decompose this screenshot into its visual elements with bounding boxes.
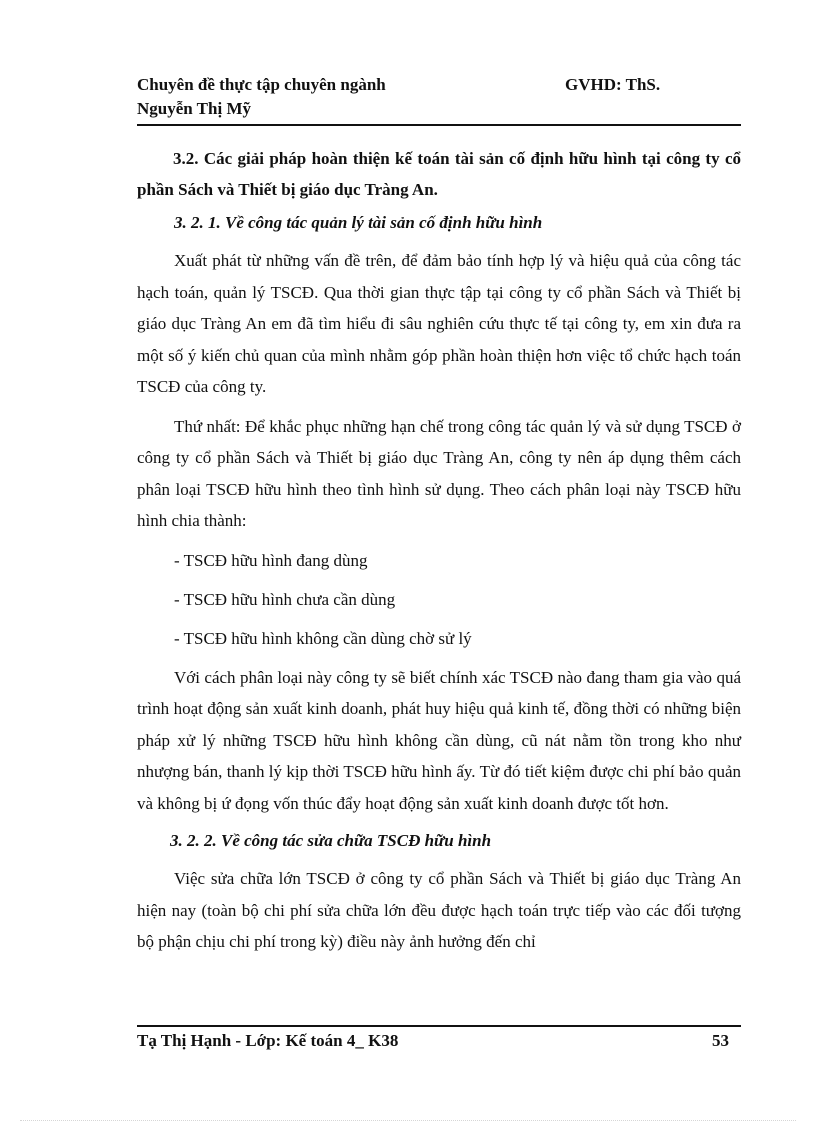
list-item: - TSCĐ hữu hình không cần dùng chờ sử lý (174, 628, 472, 648)
footer-author: Tạ Thị Hạnh - Lớp: Kế toán 4_ K38 (137, 1031, 399, 1050)
page-content (137, 143, 741, 966)
page-footer (137, 1029, 741, 1053)
header-title: Chuyên đề thực tập chuyên ngành (137, 75, 386, 94)
paragraph: Việc sửa chữa lớn TSCĐ ở công ty cổ phần Sách và Thiết bị giáo dục Tràng An hiện nay (toàn bộ chi phí sửa chữa lớn đều được hạch toán trực tiếp vào các đối tượng bộ phận chịu chi phí trong kỳ) điều này ảnh hưởng đến chỉ (137, 869, 741, 951)
paragraph: Thứ nhất: Để khắc phục những hạn chế trong công tác quản lý và sử dụng TSCĐ ở công ty cổ phần Sách và Thiết bị giáo dục Tràng An, công ty nên áp dụng thêm cách phân loại TSCĐ hữu hình theo tình hình sử dụng. Theo cách phân loại này TSCĐ hữu hình chia thành: (137, 416, 741, 530)
header-supervisor-label: GVHD: ThS. (565, 75, 661, 94)
section-title: 3.2. Các giải pháp hoàn thiện kế toán tài sản cố định hữu hình tại công ty cổ phần Sách và Thiết bị giáo dục Tràng An. (137, 149, 741, 199)
paragraph: Với cách phân loại này công ty sẽ biết chính xác TSCĐ nào đang tham gia vào quá trình hoạt động sản xuất kinh doanh, phát huy hiệu quả kinh tế, đồng thời có những biện pháp xử lý những TSCĐ hữu hình không cần dùng, cũ nát nằm tồn trong kho như nhượng bán, thanh lý kịp thời TSCĐ hữu hình ấy. Từ đó tiết kiệm được chi phí bảo quản và không bị ứ đọng vốn thúc đẩy hoạt động sản xuất kinh doanh được tốt hơn. (137, 667, 741, 813)
subsection-1-title: 3. 2. 1. Về công tác quản lý tài sản cố định hữu hình (174, 213, 543, 232)
header-supervisor-name: Nguyễn Thị Mỹ (137, 99, 251, 118)
list-item: - TSCĐ hữu hình đang dùng (174, 550, 368, 570)
header-divider (137, 124, 741, 126)
subsection-2-title: 3. 2. 2. Về công tác sửa chữa TSCĐ hữu hình (170, 831, 492, 850)
page-header (137, 73, 741, 121)
page-number: 53 (712, 1031, 729, 1050)
footer-divider (137, 1025, 741, 1027)
list-item: - TSCĐ hữu hình chưa cần dùng (174, 589, 396, 609)
page-edge-divider (20, 1120, 796, 1121)
header-row (137, 73, 741, 97)
paragraph: Xuất phát từ những vấn đề trên, để đảm bảo tính hợp lý và hiệu quả của công tác hạch toán, quản lý TSCĐ. Qua thời gian thực tập tại công ty cổ phần Sách và Thiết bị giáo dục Tràng An em đã tìm hiểu đi sâu nghiên cứu thực tế tại công ty, em xin đưa ra một số ý kiến chủ quan của mình nhằm góp phần hoàn thiện hơn việc tổ chức hạch toán TSCĐ của công ty. (137, 251, 741, 396)
